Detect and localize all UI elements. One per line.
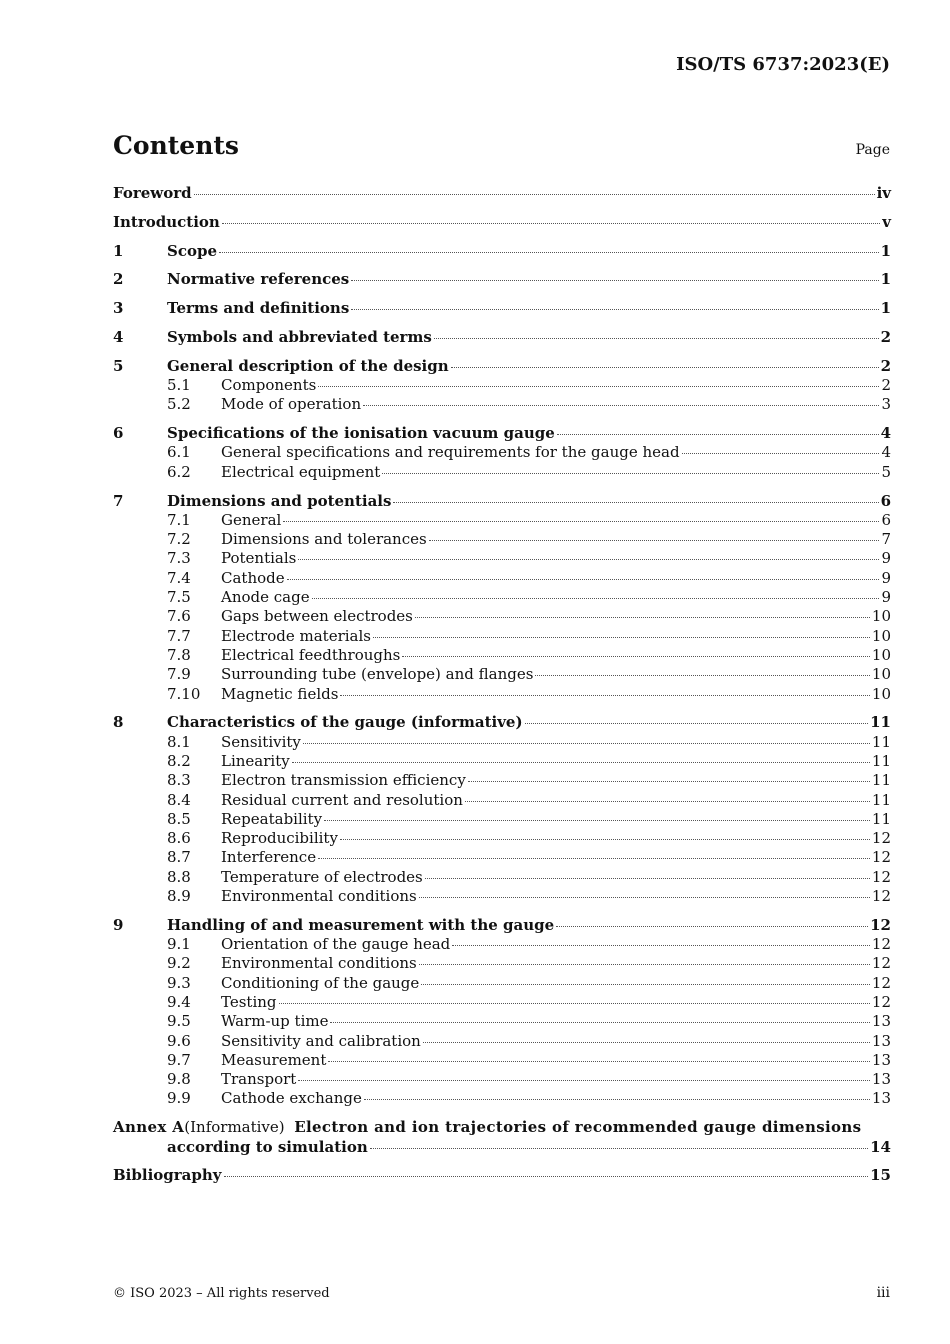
toc-subsection-5.2[interactable] — [113, 395, 891, 414]
toc-leader-dots — [351, 309, 878, 310]
toc-subsection-title: Reproducibility — [221, 829, 338, 848]
toc-section-title: Characteristics of the gauge (informative) — [167, 713, 523, 732]
toc-subsection-8.5[interactable] — [113, 810, 891, 829]
annex-title-line1: Electron and ion trajectories of recommended gauge dimensions — [294, 1118, 862, 1137]
toc-section-page: 6 — [880, 491, 891, 510]
toc-leader-dots — [421, 984, 870, 985]
toc-subsection-title: Orientation of the gauge head — [221, 935, 451, 954]
toc-subsection-number: 8.5 — [167, 809, 191, 828]
toc-subsection-title: Repeatability — [221, 809, 323, 828]
toc-subsection-number: 7.5 — [167, 588, 191, 607]
toc-section-5[interactable] — [113, 357, 891, 376]
toc-subsection-7.10[interactable] — [113, 685, 891, 704]
toc-section-number: 5 — [113, 356, 124, 375]
toc-entry-title: Introduction — [113, 212, 220, 231]
toc-subsection-page: 10 — [871, 626, 891, 645]
toc-subsection-page: 9 — [881, 549, 891, 568]
toc-subsection-page: 10 — [871, 645, 891, 664]
toc-subsection-title: Electrical feedthroughs — [221, 645, 401, 664]
toc-subsection-7.7[interactable] — [113, 627, 891, 646]
toc-section-number: 6 — [113, 424, 124, 443]
toc-section-title: Scope — [167, 241, 218, 260]
toc-section-page: 11 — [870, 713, 891, 732]
toc-subsection-title: Measurement — [221, 1050, 327, 1069]
toc-subsection-title: General specifications and requirements for the gauge head — [221, 443, 680, 462]
toc-leader-dots — [340, 695, 869, 696]
toc-leader-dots — [224, 1176, 869, 1177]
toc-subsection-title: Mode of operation — [221, 395, 362, 414]
toc-section-number: 9 — [113, 915, 124, 934]
toc-leader-dots — [402, 656, 870, 657]
toc-subsection-page: 12 — [871, 973, 891, 992]
toc-subsection-number: 9.6 — [167, 1031, 191, 1050]
toc-section-number: 1 — [113, 241, 124, 260]
toc-section-page: 2 — [880, 327, 891, 346]
toc-subsection-number: 7.1 — [167, 510, 191, 529]
toc-leader-dots — [382, 473, 879, 474]
toc-subsection-title: Linearity — [221, 751, 290, 770]
toc-subsection-page: 12 — [871, 867, 891, 886]
toc-subsection-page: 11 — [871, 732, 891, 751]
toc-subsection-7.1[interactable] — [113, 511, 891, 530]
copyright-footer: © ISO 2023 – All rights reserved — [113, 1286, 330, 1301]
toc-leader-dots — [434, 338, 879, 339]
toc-subsection-number: 8.2 — [167, 751, 191, 770]
toc-subsection-page: 5 — [881, 462, 891, 481]
toc-section-title: Specifications of the ionisation vacuum gauge — [167, 424, 555, 443]
toc-leader-dots — [283, 521, 879, 522]
toc-subsection-title: Electrode materials — [221, 626, 371, 645]
toc-subsection-title: Anode cage — [221, 588, 310, 607]
toc-subsection-number: 7.9 — [167, 665, 191, 684]
toc-section-title: Handling of and measurement with the gauge — [167, 915, 555, 934]
toc-section-number: 2 — [113, 270, 124, 289]
toc-leader-dots — [330, 1022, 869, 1023]
toc-subsection-7.2[interactable] — [113, 530, 891, 549]
toc-subsection-9.7[interactable] — [113, 1051, 891, 1070]
toc-subsection-page: 12 — [871, 829, 891, 848]
toc-subsection-page: 12 — [871, 848, 891, 867]
toc-leader-dots — [465, 801, 870, 802]
toc-subsection-title: Sensitivity — [221, 732, 301, 751]
toc-section-page: 1 — [880, 299, 891, 318]
toc-leader-dots — [415, 617, 870, 618]
toc-subsection-7.6[interactable] — [113, 607, 891, 626]
toc-leader-dots — [324, 820, 870, 821]
toc-subsection-number: 8.7 — [167, 848, 191, 867]
toc-subsection-5.1[interactable] — [113, 376, 891, 395]
toc-subsection-title: Testing — [221, 992, 277, 1011]
toc-subsection-page: 2 — [881, 376, 891, 395]
toc-section-6[interactable] — [113, 424, 891, 443]
annex-page: 14 — [870, 1137, 891, 1156]
toc-entry-page: iv — [876, 184, 891, 202]
toc-section-3[interactable] — [113, 299, 891, 318]
toc-subsection-page: 10 — [871, 607, 891, 626]
toc-subsection-7.4[interactable] — [113, 569, 891, 588]
toc-subsection-8.3[interactable] — [113, 771, 891, 790]
toc-subsection-page: 6 — [881, 510, 891, 529]
toc-subsection-number: 8.1 — [167, 732, 191, 751]
bibliography-title: Bibliography — [113, 1166, 222, 1185]
toc-subsection-page: 11 — [871, 809, 891, 828]
toc-subsection-number: 8.9 — [167, 887, 191, 905]
toc-section-page: 1 — [880, 241, 891, 260]
toc-section-page: 12 — [870, 915, 891, 934]
toc-subsection-number: 9.5 — [167, 1012, 191, 1031]
toc-leader-dots — [194, 194, 875, 195]
toc-subsection-7.8[interactable] — [113, 646, 891, 665]
toc-subsection-page: 13 — [871, 1089, 891, 1108]
toc-subsection-title: Magnetic fields — [221, 684, 339, 703]
toc-leader-dots — [525, 723, 869, 724]
toc-subsection-title: Temperature of electrodes — [221, 867, 423, 886]
toc-leader-dots — [219, 252, 879, 253]
toc-leader-dots — [279, 1003, 870, 1004]
bibliography-page: 15 — [870, 1166, 891, 1185]
toc-leader-dots — [351, 280, 878, 281]
toc-leader-dots — [557, 434, 879, 435]
toc-subsection-number: 9.7 — [167, 1050, 191, 1069]
toc-subsection-number: 9.2 — [167, 954, 191, 973]
toc-leader-dots — [452, 945, 870, 946]
toc-leader-dots — [222, 223, 880, 224]
toc-leader-dots — [425, 878, 870, 879]
toc-subsection-page: 3 — [881, 395, 891, 414]
toc-subsection-9.8[interactable] — [113, 1070, 891, 1089]
toc-leader-dots — [556, 926, 868, 927]
toc-section-title: General description of the design — [167, 356, 449, 375]
toc-leader-dots — [298, 559, 879, 560]
document-id: ISO/TS 6737:2023(E) — [676, 54, 890, 75]
toc-subsection-title: Electron transmission efficiency — [221, 771, 466, 790]
toc-subsection-9.2[interactable] — [113, 954, 891, 973]
toc-annex-a-cont[interactable] — [113, 1138, 891, 1157]
toc-subsection-number: 5.2 — [167, 395, 191, 414]
toc-leader-dots — [318, 858, 870, 859]
toc-subsection-page: 11 — [871, 751, 891, 770]
toc-leader-dots — [419, 964, 870, 965]
annex-type: (Informative) — [184, 1118, 285, 1137]
toc-subsection-page: 12 — [871, 935, 891, 954]
toc-subsection-number: 8.4 — [167, 790, 191, 809]
toc-section-page: 4 — [880, 424, 891, 443]
toc-subsection-9.4[interactable] — [113, 993, 891, 1012]
toc-section-page: 1 — [880, 270, 891, 289]
toc-subsection-title: Interference — [221, 848, 317, 867]
toc-leader-dots — [468, 781, 870, 782]
toc-section-title: Symbols and abbreviated terms — [167, 327, 432, 346]
toc-subsection-number: 7.10 — [167, 684, 201, 703]
toc-leader-dots — [370, 1148, 868, 1149]
toc-subsection-number: 7.7 — [167, 626, 191, 645]
toc-subsection-number: 9.8 — [167, 1070, 191, 1089]
toc-subsection-page: 11 — [871, 771, 891, 790]
toc-subsection-number: 6.2 — [167, 462, 191, 481]
toc-subsection-title: Warm-up time — [221, 1012, 329, 1031]
toc-subsection-8.8[interactable] — [113, 868, 891, 887]
toc-subsection-page: 13 — [871, 1070, 891, 1089]
toc-subsection-number: 9.3 — [167, 973, 191, 992]
toc-leader-dots — [364, 1099, 870, 1100]
toc-leader-dots — [682, 453, 880, 454]
toc-section-number: 3 — [113, 299, 124, 318]
toc-subsection-6.1[interactable] — [113, 443, 891, 462]
toc-subsection-page: 13 — [871, 1031, 891, 1050]
toc-section-number: 8 — [113, 713, 124, 732]
toc-subsection-title: Environmental conditions — [221, 887, 417, 905]
toc-subsection-number: 7.3 — [167, 549, 191, 568]
annex-title-line2: according to simulation — [167, 1137, 368, 1156]
toc-leader-dots — [328, 1061, 870, 1062]
toc-subsection-number: 8.6 — [167, 829, 191, 848]
toc-entry[interactable] — [113, 184, 891, 203]
toc-annex-a[interactable] — [113, 1118, 891, 1137]
toc-subsection-number: 7.6 — [167, 607, 191, 626]
toc-subsection-page: 12 — [871, 887, 891, 905]
toc-subsection-title: Dimensions and tolerances — [221, 530, 427, 549]
toc-subsection-title: Conditioning of the gauge — [221, 973, 420, 992]
toc-subsection-title: Cathode — [221, 568, 285, 587]
toc-section-2[interactable] — [113, 270, 891, 289]
toc-subsection-page: 9 — [881, 588, 891, 607]
toc-subsection-page: 10 — [871, 665, 891, 684]
toc-subsection-number: 7.2 — [167, 530, 191, 549]
toc-subsection-9.9[interactable] — [113, 1089, 891, 1108]
toc-subsection-6.2[interactable] — [113, 463, 891, 482]
toc-subsection-8.9[interactable] — [113, 887, 891, 906]
toc-subsection-title: Components — [221, 376, 317, 395]
toc-subsection-number: 7.4 — [167, 568, 191, 587]
toc-entry[interactable] — [113, 213, 891, 232]
toc-subsection-8.7[interactable] — [113, 848, 891, 867]
annex-label: Annex A — [113, 1118, 185, 1137]
toc-leader-dots — [419, 897, 870, 898]
toc-subsection-8.2[interactable] — [113, 752, 891, 771]
toc-leader-dots — [535, 675, 869, 676]
toc-subsection-page: 7 — [881, 530, 891, 549]
toc-section-title: Dimensions and potentials — [167, 491, 392, 510]
toc-leader-dots — [429, 540, 880, 541]
toc-section-1[interactable] — [113, 242, 891, 261]
toc-subsection-title: General — [221, 510, 282, 529]
toc-subsection-title: Surrounding tube (envelope) and flanges — [221, 665, 534, 684]
page-number: iii — [876, 1285, 890, 1301]
toc-subsection-number: 8.3 — [167, 771, 191, 790]
toc-leader-dots — [287, 579, 880, 580]
toc-subsection-title: Environmental conditions — [221, 954, 417, 973]
toc-subsection-title: Residual current and resolution — [221, 790, 463, 809]
toc-subsection-page: 9 — [881, 568, 891, 587]
toc-section-number: 7 — [113, 491, 124, 510]
toc-leader-dots — [312, 598, 880, 599]
toc-entry-page: v — [882, 212, 891, 231]
toc-subsection-page: 12 — [871, 954, 891, 973]
toc-section-9[interactable] — [113, 916, 891, 935]
toc-subsection-9.5[interactable] — [113, 1012, 891, 1031]
toc-subsection-7.5[interactable] — [113, 588, 891, 607]
toc-subsection-title: Potentials — [221, 549, 297, 568]
toc-leader-dots — [340, 839, 870, 840]
toc-subsection-8.4[interactable] — [113, 791, 891, 810]
toc-section-number: 4 — [113, 327, 124, 346]
toc-leader-dots — [318, 386, 879, 387]
toc-subsection-number: 7.8 — [167, 645, 191, 664]
toc-subsection-number: 9.1 — [167, 935, 191, 954]
toc-section-8[interactable] — [113, 713, 891, 732]
toc-section-title: Terms and definitions — [167, 299, 350, 318]
toc-subsection-number: 9.9 — [167, 1089, 191, 1108]
table-of-contents — [113, 184, 891, 1186]
toc-section-7[interactable] — [113, 492, 891, 511]
toc-subsection-title: Sensitivity and calibration — [221, 1031, 421, 1050]
page-column-label: Page — [855, 142, 890, 158]
toc-subsection-page: 11 — [871, 790, 891, 809]
toc-subsection-number: 9.4 — [167, 992, 191, 1011]
toc-leader-dots — [393, 502, 878, 503]
toc-subsection-7.3[interactable] — [113, 549, 891, 568]
toc-subsection-page: 13 — [871, 1050, 891, 1069]
toc-section-page: 2 — [880, 356, 891, 375]
toc-subsection-9.1[interactable] — [113, 935, 891, 954]
toc-subsection-title: Gaps between electrodes — [221, 607, 413, 626]
toc-entry-title: Foreword — [113, 184, 192, 202]
toc-leader-dots — [363, 405, 879, 406]
toc-subsection-9.6[interactable] — [113, 1032, 891, 1051]
toc-section-4[interactable] — [113, 328, 891, 347]
toc-subsection-title: Transport — [221, 1070, 297, 1089]
toc-leader-dots — [298, 1080, 870, 1081]
toc-subsection-7.9[interactable] — [113, 665, 891, 684]
toc-subsection-page: 10 — [871, 684, 891, 703]
toc-section-title: Normative references — [167, 270, 350, 289]
toc-subsection-number: 8.8 — [167, 867, 191, 886]
toc-subsection-title: Cathode exchange — [221, 1089, 362, 1108]
toc-leader-dots — [451, 367, 879, 368]
toc-leader-dots — [423, 1042, 870, 1043]
toc-leader-dots — [373, 637, 870, 638]
toc-bibliography[interactable] — [113, 1166, 891, 1185]
toc-subsection-number: 5.1 — [167, 376, 191, 395]
toc-subsection-9.3[interactable] — [113, 974, 891, 993]
toc-subsection-page: 13 — [871, 1012, 891, 1031]
toc-subsection-title: Electrical equipment — [221, 462, 381, 481]
toc-leader-dots — [303, 743, 870, 744]
toc-subsection-page: 12 — [871, 992, 891, 1011]
toc-subsection-8.6[interactable] — [113, 829, 891, 848]
page-title: Contents — [113, 131, 240, 160]
toc-leader-dots — [292, 762, 870, 763]
toc-subsection-number: 6.1 — [167, 443, 191, 462]
toc-subsection-8.1[interactable] — [113, 733, 891, 752]
toc-subsection-page: 4 — [881, 443, 891, 462]
